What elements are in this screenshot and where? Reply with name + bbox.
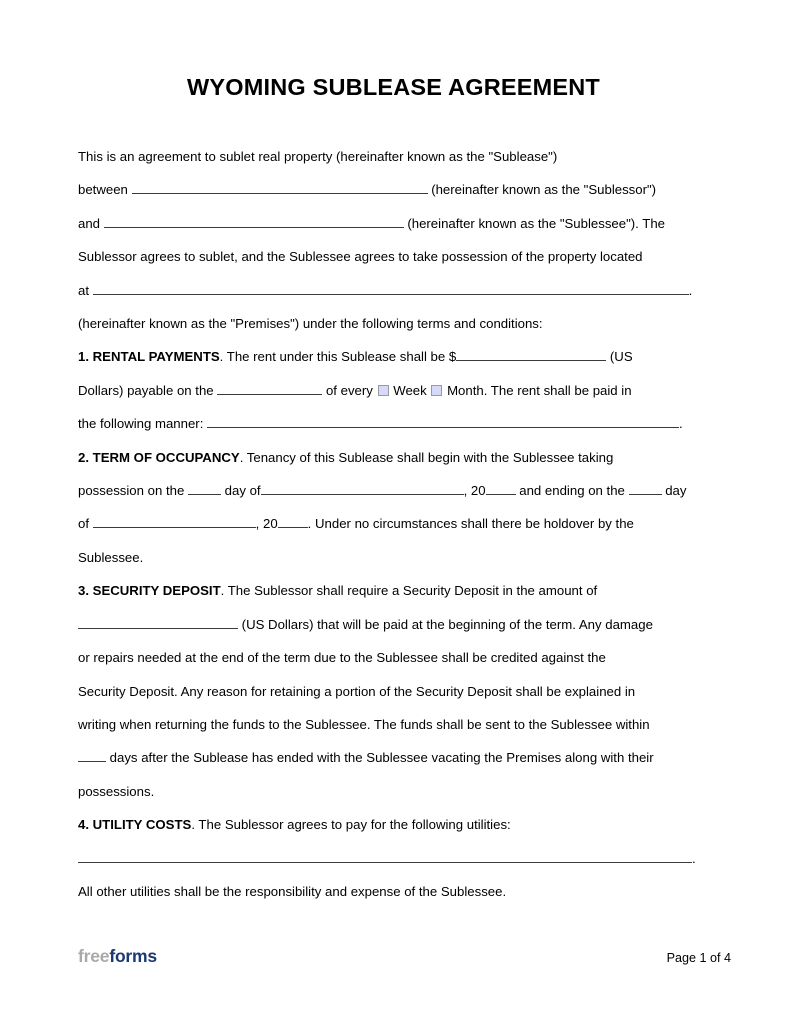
section-1-line-3 <box>78 407 708 440</box>
week-label: Week <box>393 382 427 398</box>
rent-manner-field[interactable] <box>207 413 679 428</box>
sublessor-name-field[interactable] <box>132 179 428 194</box>
possession-text: Sublessor agrees to sublet, and the Sublessee agrees to take possession of the property located <box>78 249 643 265</box>
section-3-text-3: or repairs needed at the end of the term due to the Sublessee shall be credited against the <box>78 650 606 666</box>
property-address-field[interactable] <box>93 280 689 295</box>
section-4-line-1 <box>78 808 708 841</box>
section-1-heading: 1. RENTAL PAYMENTS <box>78 349 220 365</box>
section-1-text-4: of every <box>325 382 373 398</box>
sublessee-name-field[interactable] <box>104 213 404 228</box>
document-body <box>78 140 708 908</box>
start-year-field[interactable] <box>486 480 516 495</box>
section-3-heading: 3. SECURITY DEPOSIT <box>78 583 221 599</box>
section-4-line-2 <box>78 842 708 875</box>
section-4-text-1: . The Sublessor agrees to pay for the following utilities: <box>191 817 511 833</box>
and-label: and <box>78 215 101 231</box>
section-3-text-1: . The Sublessor shall require a Security Deposit in the amount of <box>220 583 598 599</box>
section-1-text-1: . The rent under this Sublease shall be $ <box>219 349 457 365</box>
section-2-line-4 <box>78 541 708 574</box>
start-month-field[interactable] <box>261 480 464 495</box>
section-3-line-3 <box>78 641 708 674</box>
sublessee-note: (hereinafter known as the "Sublessee"). The <box>407 215 665 231</box>
section-2-line-1 <box>78 441 708 474</box>
end-month-field[interactable] <box>93 513 256 528</box>
section-2-text-1: . Tenancy of this Sublease shall begin with the Sublessee taking <box>239 449 614 465</box>
intro-line-address <box>78 274 708 307</box>
logo-free-text: free <box>78 946 110 966</box>
section-2-heading: 2. TERM OF OCCUPANCY <box>78 449 240 465</box>
section-2-text-5: and ending on the <box>519 483 625 499</box>
section-3-line-1 <box>78 574 708 607</box>
between-label: between <box>78 182 128 198</box>
page-title: WYOMING SUBLEASE AGREEMENT <box>187 74 600 100</box>
section-1-text-2: (US <box>609 349 633 365</box>
intro-text-1: This is an agreement to sublet real property (hereinafter known as the "Sublease") <box>78 149 558 164</box>
section-1-line-1 <box>78 340 708 373</box>
sublessor-note: (hereinafter known as the "Sublessor") <box>431 182 657 198</box>
logo-forms-text: forms <box>109 946 157 966</box>
end-year-field[interactable] <box>278 513 308 528</box>
section-3-line-5 <box>78 708 708 741</box>
section-2-line-2 <box>78 474 708 507</box>
section-1-text-5: the following manner: <box>78 416 204 432</box>
section-3-line-6 <box>78 741 708 774</box>
intro-line-between <box>78 173 708 206</box>
freeforms-logo <box>78 946 157 967</box>
section-1-text-3: Dollars) payable on the <box>78 382 214 398</box>
start-day-field[interactable] <box>188 480 221 495</box>
section-1-line-2 <box>78 374 708 407</box>
section-3-text-5: writing when returning the funds to the Sublessee. The funds shall be sent to the Sublessee within <box>78 716 650 732</box>
section-3-line-7 <box>78 775 708 808</box>
section-2-text-9: . Under no circumstances shall there be holdover by the <box>307 516 634 532</box>
section-2-text-8: , 20 <box>255 516 278 532</box>
section-4-heading: 4. UTILITY COSTS <box>78 817 192 833</box>
address-period: . <box>688 282 693 298</box>
at-label: at <box>78 282 89 298</box>
section-2-text-4: , 20 <box>463 483 486 499</box>
rent-amount-field[interactable] <box>456 346 606 361</box>
section-2-text-10: Sublessee. <box>78 549 144 565</box>
month-checkbox[interactable] <box>431 385 442 396</box>
section-4-text-3: All other utilities shall be the responsibility and expense of the Sublessee. <box>78 883 507 899</box>
end-day-field[interactable] <box>629 480 662 495</box>
section-3-text-6: days after the Sublease has ended with the Sublessee vacating the Premises along with their <box>109 750 654 766</box>
section-4-line-3 <box>78 875 708 908</box>
section-1-period: . <box>679 416 683 432</box>
rent-payable-on-field[interactable] <box>217 380 322 395</box>
intro-line-possession <box>78 240 708 273</box>
section-2-text-3: day of <box>224 483 261 499</box>
intro-line-1 <box>78 140 708 173</box>
intro-line-and <box>78 207 708 240</box>
section-3-line-2 <box>78 608 708 641</box>
section-3-text-7: possessions. <box>78 783 155 799</box>
premises-line <box>78 307 708 340</box>
security-deposit-amount-field[interactable] <box>78 614 238 629</box>
section-2-text-2: possession on the <box>78 483 185 499</box>
section-2-text-7: of <box>78 516 89 532</box>
section-3-text-4: Security Deposit. Any reason for retaining a portion of the Security Deposit shall be explained in <box>78 683 636 699</box>
section-2-text-6: day <box>665 483 687 499</box>
section-3-text-2: (US Dollars) that will be paid at the beginning of the term. Any damage <box>241 616 653 632</box>
premises-text: (hereinafter known as the "Premises") under the following terms and conditions: <box>78 316 543 332</box>
section-2-line-3 <box>78 507 708 540</box>
utilities-field[interactable] <box>78 848 692 863</box>
week-checkbox[interactable] <box>378 385 389 396</box>
section-3-line-4 <box>78 675 708 708</box>
section-4-period: . <box>692 850 696 866</box>
page-number: Page 1 of 4 <box>666 951 731 965</box>
refund-days-field[interactable] <box>78 747 106 762</box>
month-label: Month. The rent shall be paid in <box>447 382 632 398</box>
